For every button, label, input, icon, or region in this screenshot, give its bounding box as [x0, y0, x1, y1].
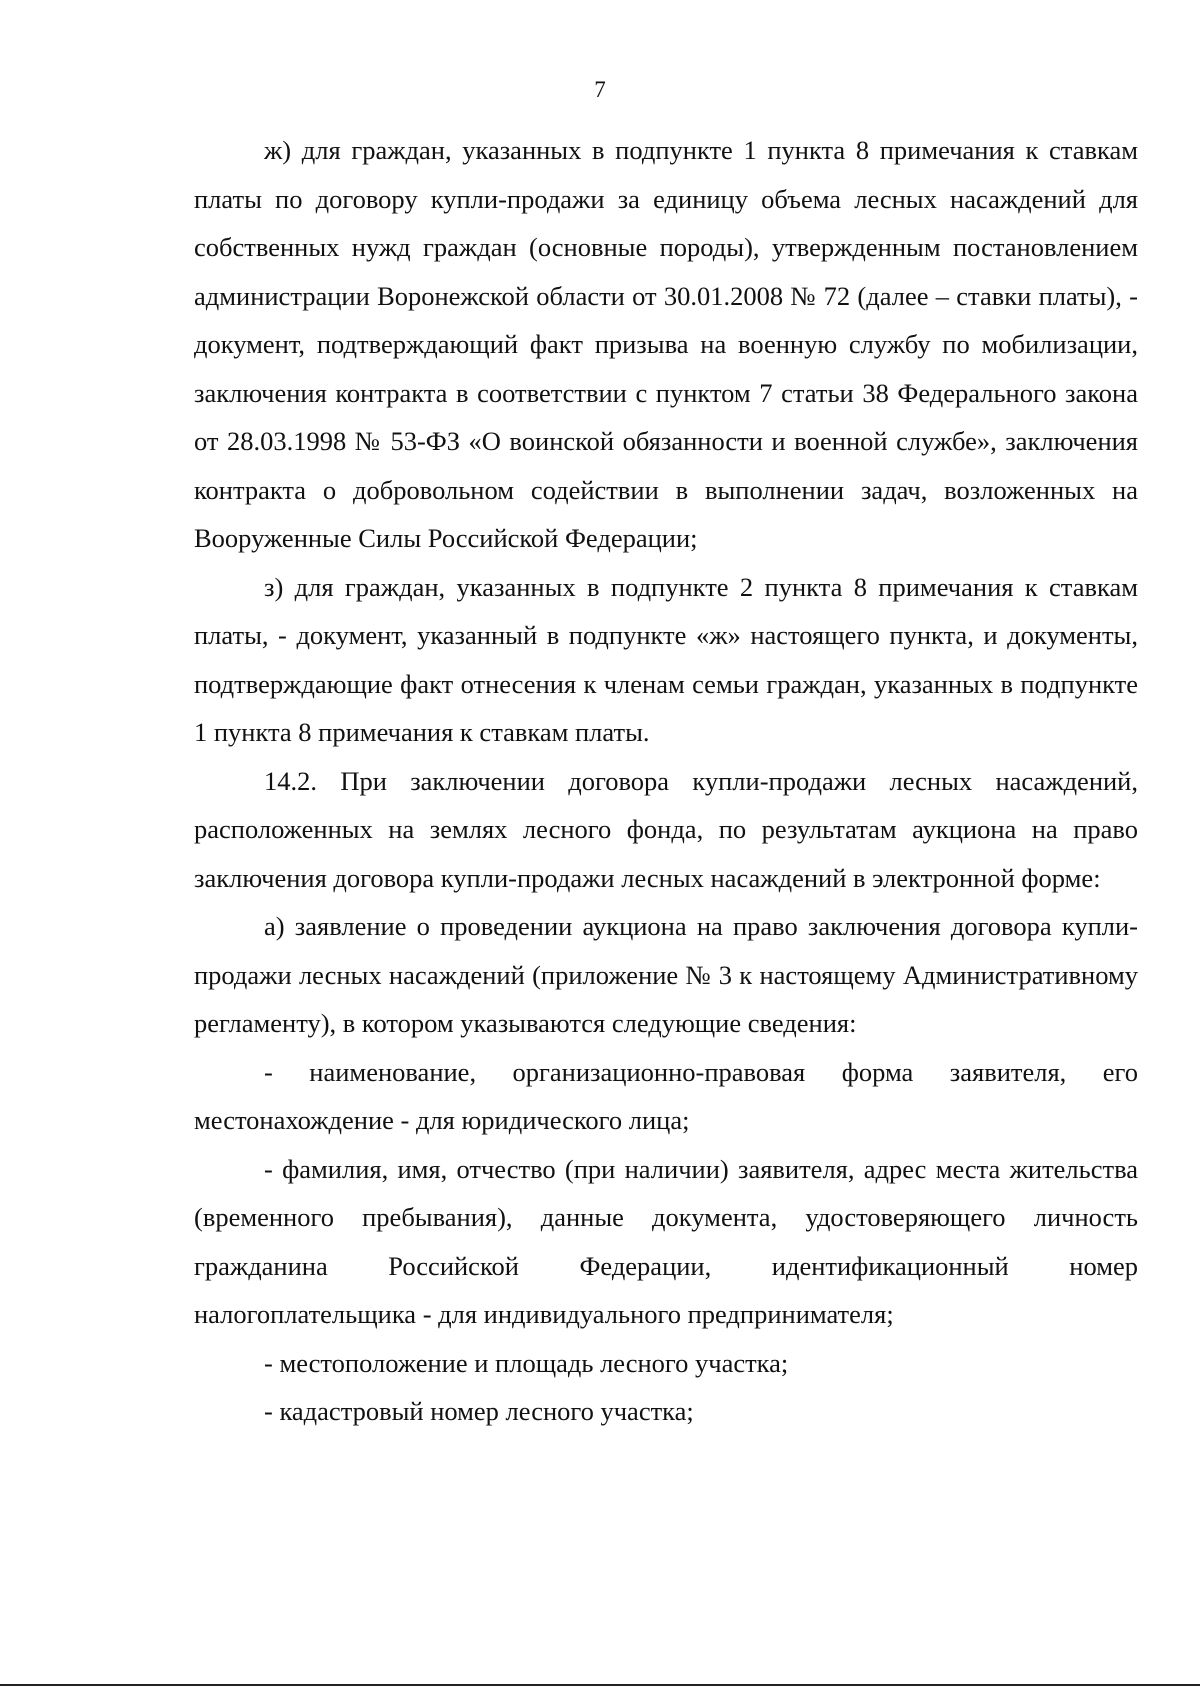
- paragraph-zh: ж) для граждан, указанных в подпункте 1 пункта 8 примечания к ставкам платы по договору купли-продажи за единицу объема лесных насаждений для собственных нужд граждан (основные породы), утвержденным постановлением администрации Воронежской области от 30.01.2008 № 72 (далее – ставки платы), - документ, подтверждающий факт призыва на военную службу по мобилизации, заключения контракта в соответствии с пунктом 7 статьи 38 Федерального закона от 28.03.1998 № 53-ФЗ «О воинской обязанности и военной службе», заключения контракта о добровольном содействии в выполнении задач, возложенных на Вооруженные Силы Российской Федерации;: [194, 135, 1138, 553]
- list-item-location-area: - местоположение и площадь лесного участка;: [264, 1347, 789, 1378]
- paragraph-a: а) заявление о проведении аукциона на право заключения договора купли-продажи лесных насаждений (приложение № 3 к настоящему Административному регламенту), в котором указываются следующие сведения:: [194, 911, 1138, 1038]
- paragraph-z: з) для граждан, указанных в подпункте 2 пункта 8 примечания к ставкам платы, - документ, указанный в подпункте «ж» настоящего пункта, и документы, подтверждающие факт отнесения к членам семьи граждан, указанных в подпункте 1 пункта 8 примечания к ставкам платы.: [194, 571, 1138, 747]
- list-item-cadastral-number: - кадастровый номер лесного участка;: [264, 1396, 694, 1426]
- paragraph-14-2: 14.2. При заключении договора купли-продажи лесных насаждений, расположенных на землях лесного фонда, по результатам аукциона на право заключения договора купли-продажи лесных насаждений в электронной форме:: [194, 765, 1138, 893]
- list-item-entrepreneur: - фамилия, имя, отчество (при наличии) заявителя, адрес места жительства (временного пребывания), данные документа, удостоверяющего личность гражданина Российской Федерации, идентификационный номер налогоплательщика - для индивидуального предпринимателя;: [194, 1153, 1138, 1329]
- document-body: [194, 126, 1138, 1436]
- list-item-legal-entity: - наименование, организационно-правовая форма заявителя, его местонахождение - для юридического лица;: [194, 1056, 1138, 1135]
- page-number: 7: [594, 77, 606, 102]
- bottom-divider: [0, 1684, 1200, 1686]
